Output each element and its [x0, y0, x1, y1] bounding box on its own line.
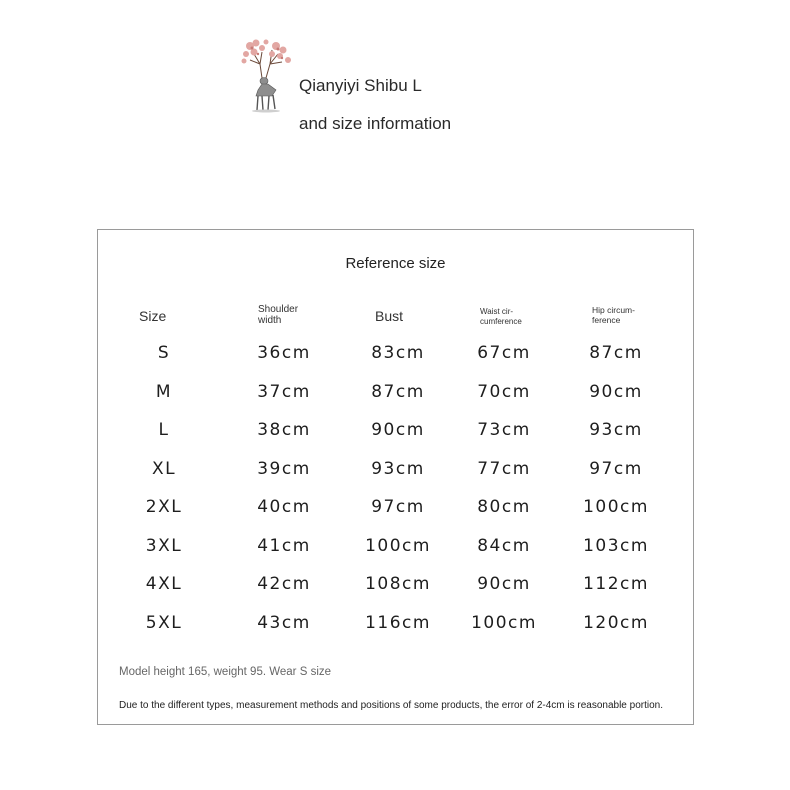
header-hip: [592, 305, 652, 325]
hip-cell: 90cm: [589, 382, 643, 402]
table-row: [98, 497, 693, 535]
header-bust: Bust: [375, 308, 404, 324]
size-cell: 4XL: [145, 574, 183, 594]
size-chart-card: [97, 229, 694, 725]
bust-cell: 97cm: [371, 497, 425, 517]
header-size: Size: [139, 308, 167, 324]
header-waist: [480, 307, 540, 327]
table-row: [98, 343, 693, 381]
waist-cell: 100cm: [471, 613, 537, 633]
brand-title: Qianyiyi Shibu L: [299, 76, 422, 95]
hip-cell: 100cm: [583, 497, 649, 517]
header-hip-line2: ference: [592, 315, 621, 325]
shoulder-cell: 41cm: [257, 536, 311, 556]
size-cell: 2XL: [145, 497, 183, 517]
hip-cell: 87cm: [589, 343, 643, 363]
bust-cell: 116cm: [365, 613, 431, 633]
hip-cell: 93cm: [589, 420, 643, 440]
table-row: [98, 536, 693, 574]
waist-cell: 77cm: [477, 459, 531, 479]
waist-cell: 67cm: [477, 343, 531, 363]
shoulder-cell: 36cm: [257, 343, 311, 363]
shoulder-cell: 39cm: [257, 459, 311, 479]
bust-cell: 87cm: [371, 382, 425, 402]
header-shoulder-line2: width: [258, 315, 282, 326]
table-row: [98, 613, 693, 651]
table-row: [98, 459, 693, 497]
hip-cell: 112cm: [583, 574, 649, 594]
header-waist-line2: cumference: [480, 317, 522, 326]
size-cell: 3XL: [145, 536, 183, 556]
model-note: Model height 165, weight 95. Wear S size: [119, 666, 332, 678]
brand-subtitle: and size information: [299, 114, 452, 133]
table-row: [98, 420, 693, 458]
hip-cell: 97cm: [589, 459, 643, 479]
shoulder-cell: 43cm: [257, 613, 311, 633]
size-cell: S: [157, 343, 171, 363]
shoulder-cell: 37cm: [257, 382, 311, 402]
waist-cell: 80cm: [477, 497, 531, 517]
waist-cell: 84cm: [477, 536, 531, 556]
chart-title: Reference size: [345, 255, 446, 272]
shoulder-cell: 42cm: [257, 574, 311, 594]
shoulder-cell: 40cm: [257, 497, 311, 517]
bust-cell: 90cm: [371, 420, 425, 440]
header-waist-line1: Waist cir-: [480, 307, 514, 316]
bust-cell: 100cm: [365, 536, 431, 556]
hip-cell: 120cm: [583, 613, 649, 633]
bust-cell: 83cm: [371, 343, 425, 363]
bust-cell: 108cm: [365, 574, 431, 594]
deer-logo-icon: [236, 34, 300, 114]
waist-cell: 90cm: [477, 574, 531, 594]
size-cell: L: [158, 420, 170, 440]
size-cell: 5XL: [145, 613, 183, 633]
size-cell: M: [155, 382, 173, 402]
bust-cell: 93cm: [371, 459, 425, 479]
waist-cell: 70cm: [477, 382, 531, 402]
hip-cell: 103cm: [583, 536, 649, 556]
header-hip-line1: Hip circum-: [592, 305, 635, 315]
header-shoulder-width: [258, 304, 318, 326]
table-row: [98, 382, 693, 420]
table-row: [98, 574, 693, 612]
header-shoulder-line1: Shoulder: [258, 304, 299, 315]
size-cell: XL: [151, 459, 177, 479]
measurement-disclaimer: Due to the different types, measurement methods and positions of some products, the error of 2-4cm is reasonable portion.: [119, 700, 663, 711]
waist-cell: 73cm: [477, 420, 531, 440]
shoulder-cell: 38cm: [257, 420, 311, 440]
